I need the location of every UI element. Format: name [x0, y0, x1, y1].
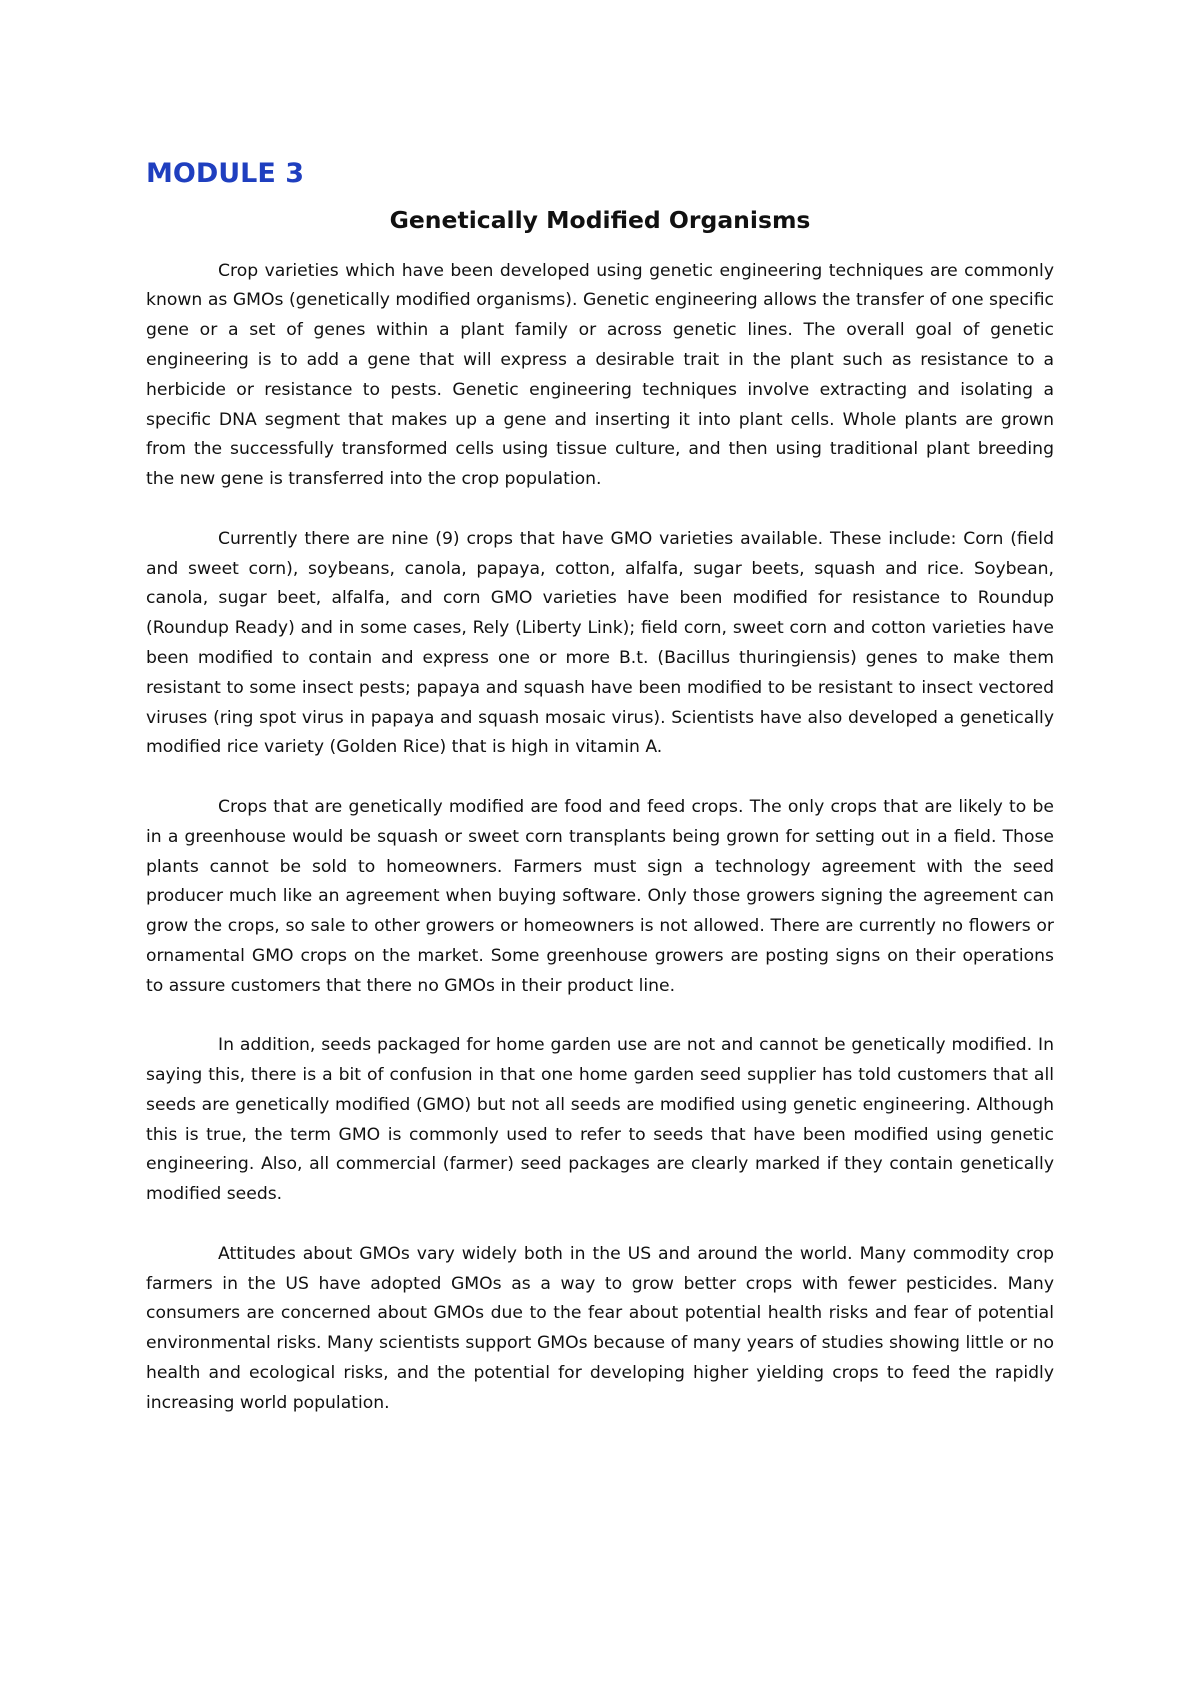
paragraph-food-feed-crops: Crops that are genetically modified are food and feed crops. The only crops that are likely to be in a greenhouse would be squash or sweet corn transplants being grown for setting out in a field. Those plants cannot be sold to homeowners. Farmers must sign a technology agreement with the seed producer much like an agreement when buying software. Only those growers signing the agreement can grow the crops, so sale to other growers or homeowners is not allowed. There are currently no flowers or ornamental GMO crops on the market. Some greenhouse growers are posting signs on their operations to assure customers that there no GMOs in their product line.	[146, 796, 1054, 996]
paragraph-intro: Crop varieties which have been developed using genetic engineering techniques are commonly known as GMOs (genetically modified organisms). Genetic engineering allows the transfer of one specific gene or a set of genes within a plant family or across genetic lines. The overall goal of genetic engineering is to add a gene that will express a desirable trait in the plant such as resistance to a herbicide or resistance to pests. Genetic engineering techniques involve extracting and isolating a specific DNA segment that makes up a gene and inserting it into plant cells. Whole plants are grown from the successfully transformed cells using tissue culture, and then using traditional plant breeding the new gene is transferred into the crop population.	[146, 260, 1054, 490]
paragraph-attitudes: Attitudes about GMOs vary widely both in the US and around the world. Many commodity crop farmers in the US have adopted GMOs as a way to grow better crops with fewer pesticides. Many consumers are concerned about GMOs due to the fear about potential health risks and fear of potential environmental risks. Many scientists support GMOs because of many years of studies showing little or no health and ecological risks, and the potential for developing higher yielding crops to feed the rapidly increasing world population.	[146, 1243, 1054, 1413]
page-title: Genetically Modified Organisms	[389, 206, 811, 235]
module-label: MODULE 3	[146, 158, 304, 189]
document-body	[146, 257, 1054, 1419]
paragraph-home-garden-seeds: In addition, seeds packaged for home garden use are not and cannot be genetically modified. In saying this, there is a bit of confusion in that one home garden seed supplier has told customers that all seeds are genetically modified (GMO) but not all seeds are modified using genetic engineering. Although this is true, the term GMO is commonly used to refer to seeds that have been modified using genetic engineering. Also, all commercial (farmer) seed packages are clearly marked if they contain genetically modified seeds.	[146, 1035, 1054, 1205]
paragraph-crops-available: Currently there are nine (9) crops that have GMO varieties available. These include: Corn (field and sweet corn), soybeans, canola, papaya, cotton, alfalfa, sugar beets, squash and rice. Soybean, canola, sugar beet, alfalfa, and corn GMO varieties have been modified for resistance to Roundup (Roundup Ready) and in some cases, Rely (Liberty Link); field corn, sweet corn and cotton varieties have been modified to contain and express one or more B.t. (Bacillus thuringiensis) genes to make them resistant to some insect pests; papaya and squash have been modified to be resistant to insect vectored viruses (ring spot virus in papaya and squash mosaic virus). Scientists have also developed a genetically modified rice variety (Golden Rice) that is high in vitamin A.	[146, 528, 1054, 758]
